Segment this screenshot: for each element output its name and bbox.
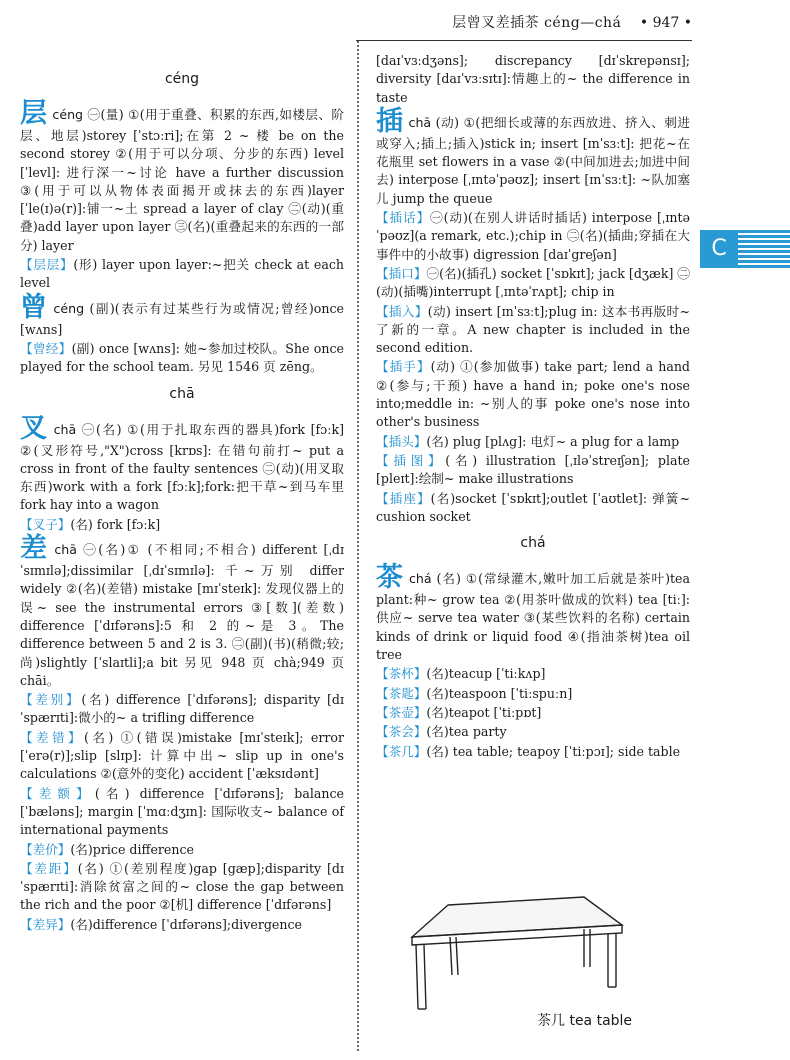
sub-entry <box>376 490 690 527</box>
definition-text: (名)price difference <box>70 841 194 857</box>
dictionary-entry <box>20 100 344 255</box>
section-heading: chá <box>520 535 546 552</box>
definition-text: (名) ①(差别程度)gap [gæp];disparity [dɪˈspærɪti]:消除贫富之间的~ close the gap between the rich and the poor ②[机] difference [ˈdɪfərəns] <box>20 860 344 913</box>
subentry-word: 【插座】 <box>376 490 431 506</box>
left-column <box>20 62 344 935</box>
definition-text: (动) ①(把细长或薄的东西放进、挤入、刺进或穿入;插上;插入)stick in; insert [ɪnˈsɜːt]: 把花~在花瓶里 set flowers in a vase ②(中间加进去;加进中间去) interpose [ˌɪntəˈpəʊz]; insert [ɪnˈsɜːt]: ~队加塞儿 jump the queue <box>376 114 690 206</box>
section-heading: chā <box>169 385 195 402</box>
definition-text: (名)teapot [ˈtiːpɒt] <box>426 704 542 720</box>
sub-entry <box>376 685 690 703</box>
dictionary-entry <box>376 105 690 208</box>
column-divider <box>357 41 359 1051</box>
definition-text: (名) tea table; teapoy [ˈtiːpɔɪ]; side table <box>426 743 681 759</box>
headword: 曾 <box>20 291 49 323</box>
definition-text: (名)teacup [ˈtiːkʌp] <box>426 666 546 682</box>
pinyin: chā <box>53 421 77 437</box>
section-tab-letter: C <box>700 230 738 268</box>
subentry-word: 【插话】 <box>376 210 431 226</box>
pinyin: céng <box>52 107 84 122</box>
subentry-word: 【茶壶】 <box>376 704 427 720</box>
headword: 叉 <box>20 412 49 444</box>
definition-text: ㊀(名)(插孔) socket [ˈsɒkɪt]; jack [dʒæk] ㊁(动)(插嘴)interrupt [ˌɪntəˈrʌpt]; chip in <box>376 265 690 300</box>
subentry-word: 【插入】 <box>376 303 428 319</box>
definition-text: (名) fork [fɔːk] <box>70 516 161 532</box>
sub-entry <box>376 209 690 264</box>
sub-entry <box>376 265 690 302</box>
sub-entry <box>376 704 690 722</box>
illustration-caption: 茶几 tea table <box>537 1013 633 1029</box>
definition-text: (名) ①(常绿灌木,嫩叶加工后就是茶叶)tea plant:种~ grow tea ②(用茶叶做成的饮料) tea [tiː]: 供应~ serve tea water ③(某些饮料的名称) certain kinds of drink or liquid food ④(指油茶树)tea oil tree <box>376 571 691 663</box>
definition-text: ㊀(名)① (不相同;不相合) different [ˌdɪˈsɪmɪlə];dissimilar [ˌdɪˈsɪmɪlə]: 千~万别 differ widely ②(名)(差错) mistake [mɪˈsteɪk]: 发现仪器上的误~ see the instrumental errors ③[数](差数) difference [ˈdɪfərəns]:5 和 2 的~是 3。The difference between 5 and 2 is 3. ㊁(副)(书)(稍微;较;尚)slightly [ˈslaɪtli];a bit 另见 948 页 chà;949 页 chāi。 <box>20 542 344 688</box>
subentry-word: 【插口】 <box>376 265 427 281</box>
subentry-word: 【茶匙】 <box>376 685 427 701</box>
pinyin: céng <box>53 300 85 316</box>
definition-text: (名) illustration [ˌɪləˈstreɪʃən]; plate [pleɪt]:绘制~ make illustrations <box>376 452 690 487</box>
pinyin: chā <box>54 542 77 558</box>
sub-entry <box>20 841 344 859</box>
sub-entry <box>20 729 344 784</box>
subentry-word: 【差别】 <box>20 692 82 708</box>
sub-entry <box>376 452 690 489</box>
subentry-word: 【层层】 <box>20 257 74 273</box>
definition-text: (名) difference [ˈdɪfərəns]; disparity [dɪˈspærɪti]:微小的~ a trifling difference <box>20 692 345 726</box>
headword: 茶 <box>376 562 404 594</box>
entry-continuation <box>376 52 690 107</box>
sub-entry <box>20 516 344 534</box>
pinyin: chá <box>408 571 432 587</box>
subentry-word: 【茶会】 <box>376 724 427 740</box>
header-rule <box>356 40 692 41</box>
dictionary-entry <box>20 291 344 339</box>
sub-entry <box>20 785 344 840</box>
subentry-word: 【曾经】 <box>20 340 72 356</box>
definition-text: ㊀(名) ①(用于扎取东西的器具)fork [fɔːk] ②(叉形符号,"X")cross [krɒs]: 在错句前打~ put a cross in front of the faulty sentences ㊁(动)(用叉取东西)work with a fork [fɔːk];fork:把干草~到马车里 fork hay into a wagon <box>20 421 345 513</box>
subentry-word: 【插头】 <box>376 433 427 449</box>
subentry-word: 【插手】 <box>376 359 431 375</box>
page-number: • 947 • <box>639 15 692 31</box>
sub-entry <box>376 358 690 431</box>
definition-text: (名)difference [ˈdɪfərəns];divergence <box>70 916 302 932</box>
pinyin: chā <box>408 114 432 130</box>
subentry-word: 【茶几】 <box>376 743 427 759</box>
headword: 差 <box>20 533 50 565</box>
headword: 插 <box>376 105 404 137</box>
subentry-word: 【茶杯】 <box>376 666 427 682</box>
section-heading: céng <box>164 71 200 87</box>
definition-text: (动) ①(参加做事) take part; lend a hand ②(参与;干预) have a hand in; poke one's nose into;meddle in: ~别人的事 poke one's nose into other's business <box>376 359 690 430</box>
dictionary-entry <box>376 564 690 664</box>
sub-entry <box>376 433 690 451</box>
sub-entry <box>20 916 344 934</box>
definition-text: (名) ①(错误)mistake [mɪˈsteɪk]; error [ˈerə(r)];slip [slɪp]: 计算中出~ slip up in one's calculations ②(意外的变化) accident [ˈæksɪdənt] <box>20 729 345 782</box>
sub-entry <box>20 340 344 377</box>
subentry-word: 【差异】 <box>20 916 71 932</box>
definition-text: (动) insert [ɪnˈsɜːt];plug in: 这本书再版时~了新的一章。A new chapter is included in the second edition. <box>376 303 691 356</box>
section-tab-c <box>700 230 790 268</box>
subentry-word: 【差距】 <box>20 860 78 876</box>
definition-text: ㊀(量) ①(用于重叠、积累的东西,如楼层、阶层、地层)storey [ˈstɔːri];在第 2 ~ 楼 be on the second storey ②(用于可以分项、分步的东西) level [ˈlevl]: 进行深一~讨论 have a further discussion ③(用于可以从物体表面揭开或抹去的东西)layer [ˈle(ɪ)ə(r)]:铺一~土 spread a layer of clay ㊁(动)(重叠)add layer upon layer ㊂(名)(重叠起来的东西的一部分) layer <box>20 107 344 253</box>
subentry-word: 【叉子】 <box>20 516 71 532</box>
definition-text: (副)(表示有过某些行为或情况;曾经)once [wʌns] <box>20 300 344 337</box>
definition-text: (名)socket [ˈsɒkɪt];outlet [ˈaʊtlet]: 弹簧~ cushion socket <box>376 490 690 524</box>
sub-entry <box>376 665 690 683</box>
sub-entry <box>376 303 690 358</box>
running-header <box>356 12 692 38</box>
sub-entry <box>376 723 690 741</box>
sub-entry <box>20 256 344 293</box>
subentry-word: 【插图】 <box>376 452 446 468</box>
dictionary-entry <box>20 535 344 690</box>
sub-entry <box>20 691 344 728</box>
subentry-word: 【差错】 <box>20 729 84 745</box>
definition-text: (名)tea party <box>426 724 507 740</box>
definition-text: (副) once [wʌns]: 她~参加过校队。She once played for the school team. 另见 1546 页 zēng。 <box>20 340 344 375</box>
dictionary-entry <box>20 412 345 515</box>
subentry-word: 【差价】 <box>20 841 71 857</box>
definition-text: ㊀(动)(在别人讲话时插话) interpose [ˌɪntəˈpəʊz](a remark, etc.);chip in ㊁(名)(插曲;穿插在大事件中的小故事) digression [daɪˈgreʃən] <box>376 210 691 262</box>
definition-text: (名) difference [ˈdɪfərəns]; balance [ˈbæləns]; margin [ˈmɑːdʒɪn]: 国际收支~ balance of international payments <box>20 785 345 838</box>
sub-entry <box>376 743 690 761</box>
definition-text: (名) plug [plʌg]: 电灯~ a plug for a lamp <box>426 433 680 449</box>
definition-text: (名)teaspoon [ˈtiːspuːn] <box>426 685 573 701</box>
definition-text: [daɪˈvɜːdʒəns]; discrepancy [dɪˈskrepənsɪ]; diversity [daɪˈvɜːsɪtɪ]:情趣上的~ the difference in taste <box>376 53 690 105</box>
right-column <box>376 52 690 762</box>
definition-text: (形) layer upon layer:~把关 check at each level <box>20 257 344 291</box>
headword: 层 <box>20 98 48 129</box>
subentry-word: 【差额】 <box>20 785 95 801</box>
header-text: 层曾叉差插茶 céng—chá <box>452 15 622 31</box>
sub-entry <box>20 860 344 915</box>
